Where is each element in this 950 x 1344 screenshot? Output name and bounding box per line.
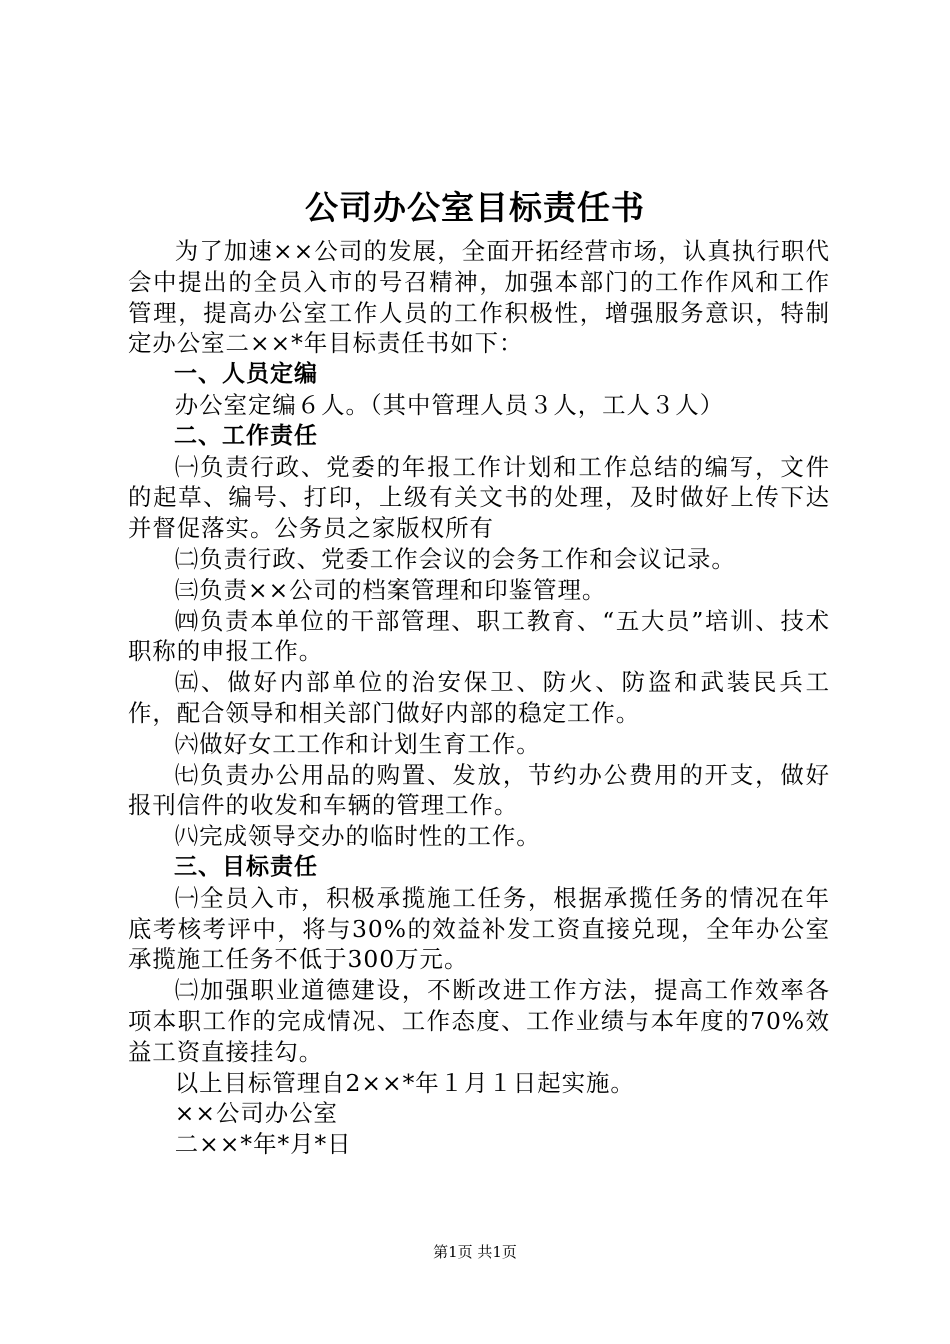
responsibility-item: ㈦负责办公用品的购置、发放，节约办公费用的开支，做好报刊信件的收发和车辆的管理工作。 [128,760,830,820]
intro-paragraph: 为了加速××公司的发展，全面开拓经营市场，认真执行职代会中提出的全员入市的号召精神，加强本部门的工作作风和工作管理，提高办公室工作人员的工作积极性，增强服务意识，特制定办公室二××*年目标责任书如下： [128,237,830,358]
responsibility-item: ㈤、做好内部单位的治安保卫、防火、防盗和武装民兵工作，配合领导和相关部门做好内部的稳定工作。 [128,668,830,727]
document-title: 公司办公室目标责任书 [305,188,645,227]
responsibility-item: ㈣负责本单位的干部管理、职工教育、“五大员”培训、技术职称的申报工作。 [128,606,830,666]
section-heading-targets: 三、目标责任 [174,853,318,880]
section-heading-staffing: 一、人员定编 [174,361,318,388]
target-item: ㈡加强职业道德建设，不断改进工作方法，提高工作效率各项本职工作的完成情况、工作态度、工作业绩与本年度的70%效益工资直接挂勾。 [128,976,830,1066]
date-line: 二××*年*月*日 [174,1130,352,1159]
responsibility-item: ㈧完成领导交办的临时性的工作。 [174,822,541,851]
document-body [128,236,830,1160]
section-heading-responsibilities: 二、工作责任 [174,422,318,449]
responsibility-item: ㈢负责××公司的档案管理和印鉴管理。 [174,575,607,604]
target-item: ㈠全员入市，积极承揽施工任务，根据承揽任务的情况在年底考核考评中，将与30%的效益补发工资直接兑现，全年办公室承揽施工任务不低于300万元。 [128,883,830,974]
closing-paragraph: 以上目标管理自2××*年１月１日起实施。 [174,1068,635,1097]
responsibility-item: ㈠负责行政、党委的年报工作计划和工作总结的编写，文件的起草、编号、打印，上级有关文书的处理，及时做好上传下达并督促落实。公务员之家版权所有 [128,452,830,543]
responsibility-item: ㈡负责行政、党委工作会议的会务工作和会议记录。 [174,544,736,573]
page-footer: 第1页 共1页 [433,1243,517,1261]
signature-line: ××公司办公室 [174,1099,338,1128]
responsibility-item: ㈥做好女工工作和计划生育工作。 [174,729,541,758]
staffing-paragraph: 办公室定编６人。（其中管理人员３人，工人３人） [174,390,725,419]
